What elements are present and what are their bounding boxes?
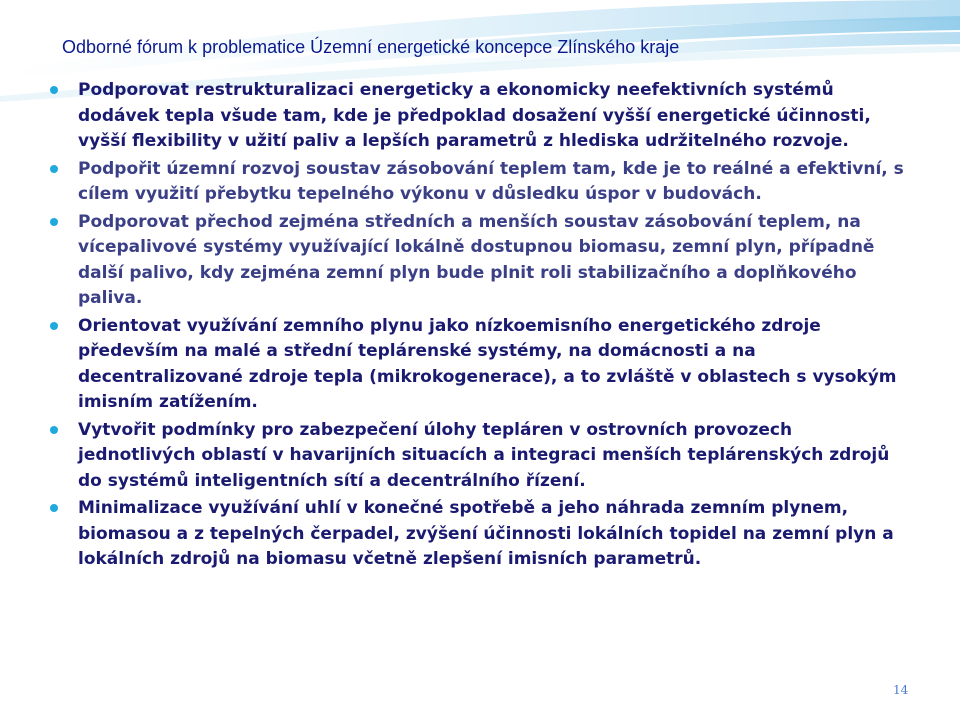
bullet-text: Podporovat přechod zejména středních a menších soustav zásobování teplem, na vícepalivové systémy využívající lokálně dostupnou biomasu, zemní plyn, případně další palivo, kdy zejména zemní plyn bude plnit roli stabilizačního a doplňkového paliva. — [78, 211, 875, 308]
slide-title: Odborné fórum k problematice Územní energetické koncepce Zlínského kraje — [62, 37, 680, 57]
bullet-item — [50, 78, 910, 155]
bullet-dot-icon — [50, 165, 58, 173]
bullet-item — [50, 210, 910, 312]
page-number: 14 — [893, 683, 909, 697]
bullet-dot-icon — [50, 218, 58, 226]
bullet-text: Minimalizace využívání uhlí v konečné spotřebě a jeho náhrada zemním plynem, biomasou a z tepelných čerpadel, zvýšení účinnosti lokálních topidel na zemní plyn a lokálních zdrojů na biomasu včetně zlepšení imisních parametrů. — [78, 498, 894, 569]
bullet-list — [50, 78, 910, 575]
bullet-dot-icon — [50, 322, 58, 330]
bullet-item — [50, 157, 910, 208]
bullet-text: Vytvořit podmínky pro zabezpečení úlohy tepláren v ostrovních provozech jednotlivých oblastí v havarijních situacích a integraci menších teplárenských zdrojů do systémů inteligentních sítí a decentrálního řízení. — [78, 419, 890, 491]
bullet-item — [50, 496, 910, 573]
bullet-text: Podporovat restrukturalizaci energeticky a ekonomicky neefektivních systémů dodávek tepla všude tam, kde je předpoklad dosažení vyšší energetické účinnosti, vyšší flexibility v užití paliv a lepších parametrů z hlediska udržitelného rozvoje. — [78, 80, 871, 151]
bullet-dot-icon — [50, 426, 58, 434]
bullet-text: Orientovat využívání zemního plynu jako nízkoemisního energetického zdroje především na malé a střední teplárenské systémy, na domácnosti a na decentralizované zdroje tepla (mikrokogenerace), a to zvláště v oblastech s vysokým imisním zatížením. — [78, 315, 897, 412]
bullet-dot-icon — [50, 86, 58, 94]
bullet-item — [50, 314, 910, 416]
bullet-item — [50, 418, 910, 495]
bullet-dot-icon — [50, 504, 58, 512]
bullet-text: Podpořit územní rozvoj soustav zásobování teplem tam, kde je to reálné a efektivní, s cílem využití přebytku tepelného výkonu v důsledku úspor v budovách. — [78, 158, 904, 204]
